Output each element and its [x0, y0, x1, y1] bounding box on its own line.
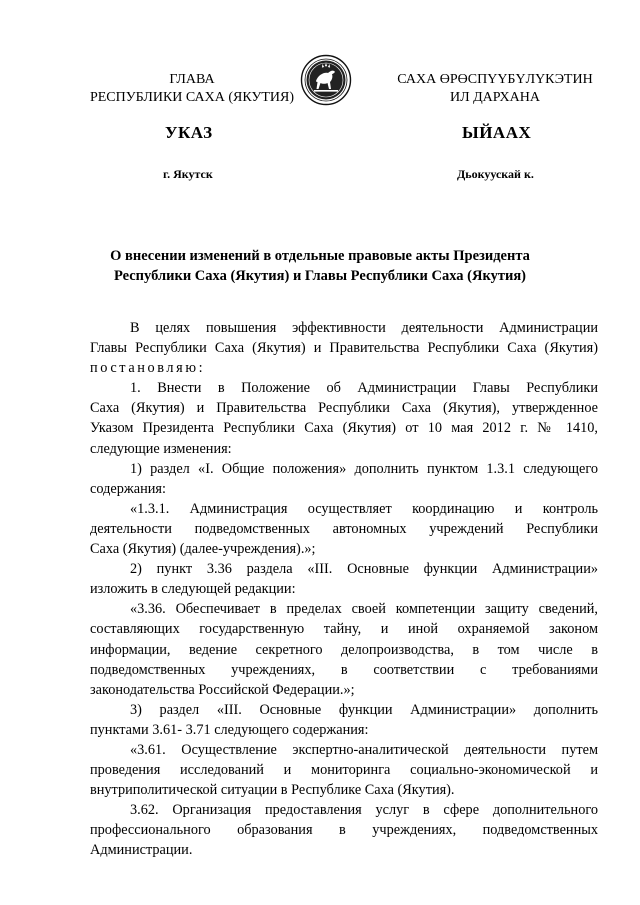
header-right-line: ИЛ ДАРХАНА: [449, 90, 540, 105]
header-right-line: САХА ӨРӨСПҮҮБҮЛҮКЭТИН: [397, 72, 593, 87]
header-left-line: РЕСПУБЛИКИ САХА (ЯКУТИЯ): [89, 90, 295, 105]
body-line: пунктами 3.61- 3.71 следующего содержания:: [90, 721, 369, 738]
body-line: следующие изменения:: [90, 440, 232, 457]
body-line: внутриполитической ситуации в Республике Саха (Якутия).: [90, 782, 455, 799]
body-line: Саха (Якутия) и Правительства Республики Саха (Якутия), утвержденное: [90, 400, 598, 417]
body-line: профессионального образования в учреждениях, подведомственных: [90, 822, 598, 839]
header-right-yakut: [390, 71, 600, 107]
body-line: 3) раздел «III. Основные функции Администрации» дополнить: [130, 701, 598, 718]
body-line: 3.62. Организация предоставления услуг в сфере дополнительного: [130, 802, 598, 819]
body-line: содержания:: [90, 480, 166, 497]
body-line: изложить в следующей редакции:: [90, 581, 296, 598]
header-left-line: ГЛАВА: [169, 72, 215, 87]
body-line: подведомственных учреждениях, в соответствии с требованиями: [90, 661, 598, 678]
body-line: проведения исследований и мониторинга социально-экономической и: [90, 762, 598, 779]
decree-heading: [80, 246, 560, 286]
body-line: В целях повышения эффективности деятельности Администрации: [130, 320, 598, 336]
body-line: «1.3.1. Администрация осуществляет координацию и контроль: [130, 500, 598, 517]
body-line: Указом Президента Республики Саха (Якутия) от 10 мая 2012 г. № 1410,: [90, 420, 598, 437]
decree-body: [90, 318, 598, 861]
body-line: информации, ведение секретного делопроизводства, в том числе в: [90, 641, 598, 658]
place-yakut: Дьокуускай к.: [457, 167, 534, 181]
body-line: 1. Внести в Положение об Администрации Главы Республики: [130, 380, 598, 397]
decree-title-russian: УКАЗ: [165, 123, 213, 142]
body-line: Администрации.: [90, 842, 193, 859]
heading-line: О внесении изменений в отдельные правовые акты Президента: [110, 248, 530, 264]
decree-title-yakut: ЫЙААХ: [462, 123, 532, 142]
body-line: 1) раздел «I. Общие положения» дополнить пунктом 1.3.1 следующего: [130, 460, 598, 477]
body-line: 2) пункт 3.36 раздела «III. Основные функции Администрации»: [130, 561, 598, 578]
header-left-russian: [87, 71, 297, 107]
body-line: составляющих государственную тайну, и иной охраняемой законом: [90, 621, 598, 638]
heading-line: Республики Саха (Якутия) и Главы Республики Саха (Якутия): [113, 268, 527, 284]
place-russian: г. Якутск: [163, 167, 213, 181]
coat-of-arms-icon: [300, 54, 352, 106]
body-line: законодательства Российской Федерации.»;: [90, 681, 355, 698]
body-line: Саха (Якутия) (далее-учреждения).»;: [90, 541, 316, 558]
body-line: деятельности подведомственных автономных учреждений Республики: [90, 520, 598, 537]
body-line: «3.61. Осуществление экспертно-аналитической деятельности путем: [130, 741, 598, 758]
body-line: «3.36. Обеспечивает в пределах своей компетенции защиту сведений,: [130, 601, 598, 618]
body-line: Главы Республики Саха (Якутия) и Правительства Республики Саха (Якутия): [90, 340, 598, 357]
body-line-decree-word: постановляю:: [90, 360, 206, 377]
